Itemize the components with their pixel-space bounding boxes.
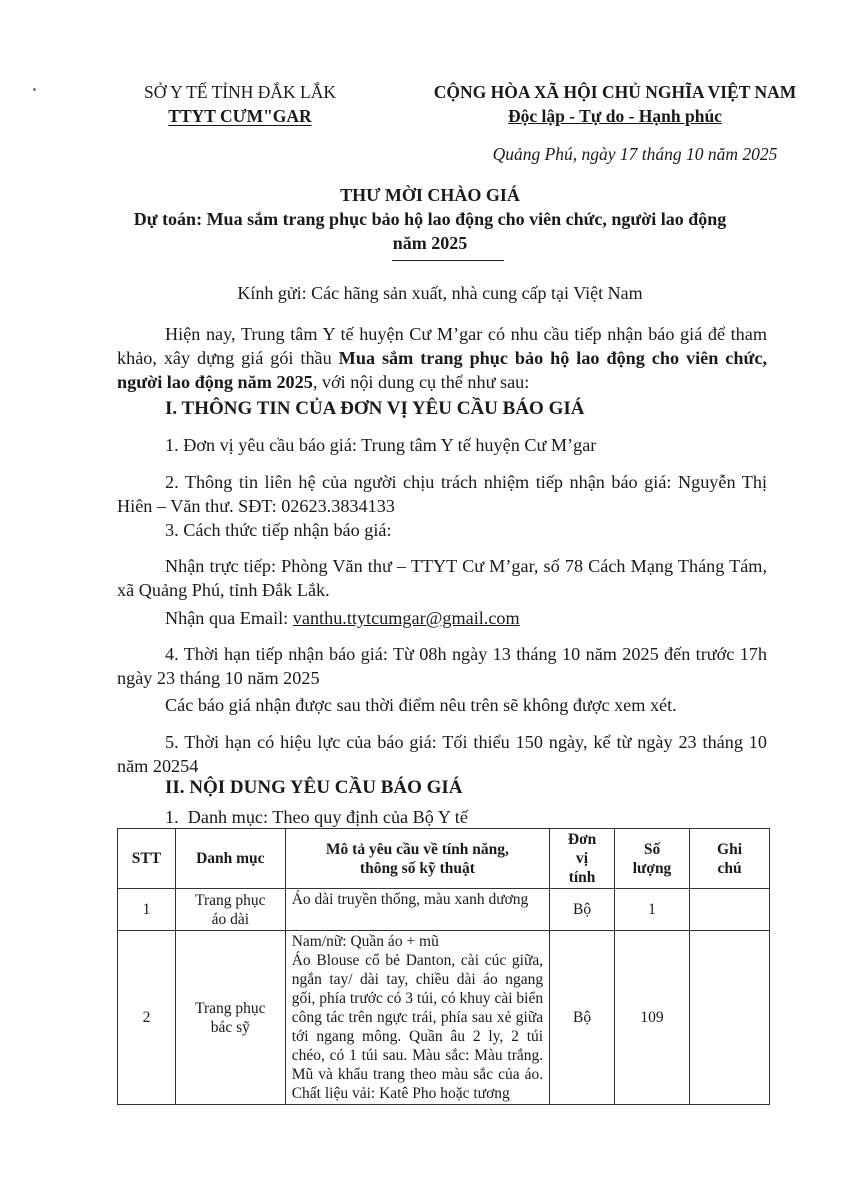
s1-item3: 3. Cách thức tiếp nhận báo giá: (165, 520, 392, 540)
s1-item5: 5. Thời hạn có hiệu lực của báo giá: Tối thiểu 150 ngày, kể từ ngày 23 tháng 10 năm 20254 (117, 732, 767, 776)
intro-text: Hiện nay, Trung tâm Y tế huyện Cư M’gar có nhu cầu tiếp nhận báo giá để tham khảo, xây dựng giá gói thầu (117, 324, 767, 368)
title-main: THƯ MỜI CHÀO GIÁ (340, 185, 520, 205)
title-divider (392, 260, 504, 261)
cell-note (690, 931, 770, 1105)
title-subtitle: Dự toán: Mua sắm trang phục bảo hộ lao động cho viên chức, người lao động năm 2025 (133, 209, 727, 253)
s1-item1: 1. Đơn vị yêu cầu báo giá: Trung tâm Y tế huyện Cư M’gar (165, 435, 597, 455)
col-header-description: Mô tả yêu cầu về tính năng, thông số kỹ thuật (285, 829, 549, 889)
s1-note: Các báo giá nhận được sau thời điểm nêu trên sẽ không được xem xét. (165, 695, 677, 715)
email-label: Nhận qua Email: (165, 608, 293, 628)
cell-description: Áo dài truyền thống, màu xanh dương (285, 889, 549, 931)
col-header-stt: STT (118, 829, 176, 889)
national-heading (400, 80, 830, 128)
s1-email-line (165, 606, 520, 630)
intro-bold: Mua sắm trang phục bảo hộ lao động cho viên chức, người lao động năm 2025 (117, 348, 767, 392)
cell-quantity: 1 (615, 889, 690, 931)
intro-paragraph (117, 322, 767, 394)
items-table (117, 828, 770, 1105)
republic-title: CỘNG HÒA XÃ HỘI CHỦ NGHĨA VIỆT NAM (433, 82, 797, 102)
s1-item4: 4. Thời hạn tiếp nhận báo giá: Từ 08h ngày 13 tháng 10 năm 2025 đến trước 17h ngày 23 tháng 10 năm 2025 (117, 644, 767, 688)
cell-unit: Bộ (550, 889, 615, 931)
scan-speck (33, 88, 36, 91)
section1-heading: I. THÔNG TIN CỦA ĐƠN VỊ YÊU CẦU BÁO GIÁ (165, 398, 585, 419)
desc-line: Nam/nữ: Quần áo + mũ (291, 933, 439, 950)
s1-direct: Nhận trực tiếp: Phòng Văn thư – TTYT Cư M’gar, số 78 Cách Mạng Tháng Tám, xã Quảng Phú, tỉnh Đắk Lắk. (117, 556, 767, 600)
email-link[interactable]: vanthu.ttytcumgar@gmail.com (292, 608, 520, 628)
document-title (100, 183, 760, 255)
cell-category: Trang phục bác sỹ (175, 931, 285, 1105)
col-header-category: Danh mục (175, 829, 285, 889)
cell-stt: 2 (118, 931, 176, 1105)
cell-category: Trang phục áo dài (175, 889, 285, 931)
greeting: Kính gửi: Các hãng sản xuất, nhà cung cấp tại Việt Nam (237, 283, 643, 303)
issuer-block (120, 80, 360, 128)
cell-note (690, 889, 770, 931)
col-header-quantity: Số lượng (615, 829, 690, 889)
motto: Độc lập - Tự do - Hạnh phúc (508, 106, 722, 126)
cell-unit: Bộ (550, 931, 615, 1105)
cell-stt: 1 (118, 889, 176, 931)
col-header-unit: Đơn vị tính (550, 829, 615, 889)
col-header-note: Ghi chú (690, 829, 770, 889)
issuer-name: TTYT CƯM"GAR (168, 106, 312, 126)
desc-line: Áo Blouse cổ bẻ Danton, cài cúc giữa, ngắn tay/ dài tay, chiều dài áo ngang gối, phía trước có 3 túi, có khuy cài biển công tác trên ngực trái, phía sau xẻ giữa tới ngang mông. Quần âu 2 ly, 2 túi chéo, có 1 túi sau. Màu sắc: Màu trắng. Mũ và khẩu trang theo màu sắc của áo. Chất liệu vải: Katê Pho hoặc tương (291, 952, 544, 1102)
s1-item2: 2. Thông tin liên hệ của người chịu trách nhiệm tiếp nhận báo giá: Nguyễn Thị Hiên – Văn thư. SĐT: 02623.3834133 (117, 472, 767, 516)
table-row (118, 889, 770, 931)
s2-item1: 1. Danh mục: Theo quy định của Bộ Y tế (165, 807, 468, 827)
section2-heading: II. NỘI DUNG YÊU CẦU BÁO GIÁ (165, 777, 463, 798)
intro-tail: , với nội dung cụ thể như sau: (312, 372, 530, 392)
table-row (118, 931, 770, 1105)
table-header-row (118, 829, 770, 889)
issuer-parent: SỞ Y TẾ TỈNH ĐẮK LẮK (143, 82, 336, 102)
place-date: Quảng Phú, ngày 17 tháng 10 năm 2025 (492, 144, 778, 164)
cell-description (285, 931, 549, 1105)
cell-quantity: 109 (615, 931, 690, 1105)
